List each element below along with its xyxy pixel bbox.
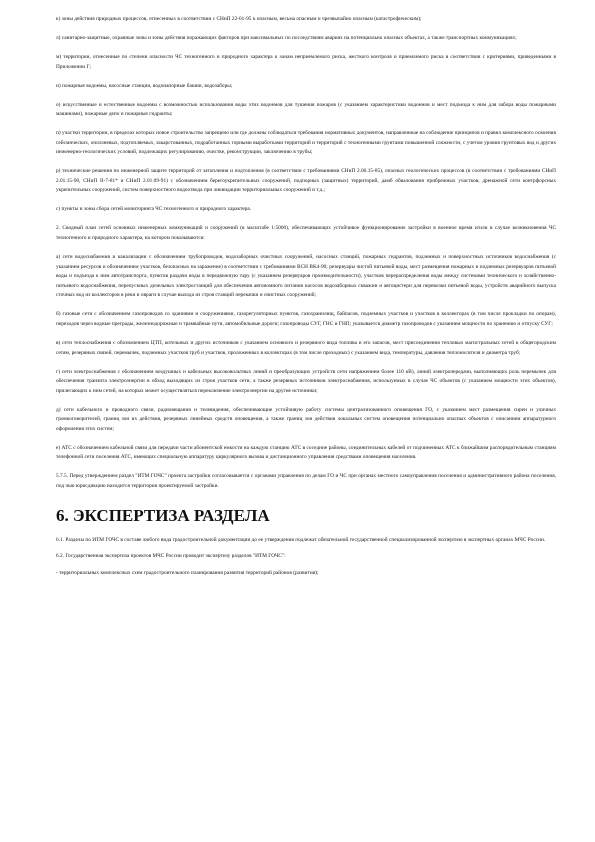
item-e-ats: е) АТС с обозначением кабельной связи для передачи части абонентской емкости на каждую станцию АТС в соседние районы, соединительных кабелей от подчиненных АТС к ближайшим распорядительным станциям телефонной сети поселения АТС, имеющих специальную аппаратуру циркулярного вызова и дистанционного управления средствами оповещения населения.: [56, 444, 556, 461]
item-m: м) территории, отнесенные по степени опасности ЧС техногенного и природного характера к зонам неприемлемого риска, жесткого контроля и приемлемого риска в соответствии с критериями, приведенными в Приложении Г;: [56, 53, 556, 70]
list-item-territorial-schemes: - территориальных комплексных схем градостроительного планирования развития территорий районов (развития);: [56, 569, 319, 576]
item-d-comms: д) сети кабельного и проводного связи, радиовещания и телевидения, обеспечивающие устойчивую работу системы централизованного оповещения ГО, с указанием мест размещения сирен и уличных громкоговорителей, границ зон их действия, резервных линейных средств оповещения, а также границ зон действия локальных систем оповещения потенциально опасных объектов с описанием аппаратурного оформления этих систем;: [56, 406, 556, 432]
item-s: с) пункты и зоны сбора сетей мониторинга ЧС техногенного и природного характера.: [56, 206, 252, 213]
item-a-water: а) сети водоснабжения и канализации с обозначением трубопроводов, водозаборных очистных сооружений, насосных станций, пожарных гидрантов, подземных и поверхностных источников водоснабжения (с указанием ресурсов и обозначением участков, безопасных на заражение) в соответствии с требованиями ВСН ВК4-90; резервуары чистой питьевой воды, мест размещения пожарных и подземных резервуаров питьевой воды и подъезда к ним автотранспорта, пунктов раздачи воды в передвижную тару (с указанием резервуаров производительности), участков перераспределения воды между системами технического и хозяйственно-питьевого водоснабжения, перепускных дизельных электростанций для обеспечения автономного питания насосов водозаборных скважин и автоцистерн для перевозки питьевой воды, устройств аварийного выпуска сточных вод из коллекторов в реки и овраги в случае выхода из строя станций перекачки и очистных сооружений;: [56, 254, 556, 299]
item-b-gas: б) газовые сети с обозначением газопроводов со зданиями и сооружениями, газорегуляторных пунктов, газохранилищ, байпасов, подземных участков и участков в коллекторах (в том числе прокладки по опорам), переходов через водные преграды, железнодорожные и трамвайные пути, автомобильные дороги; газопроводы СУГ, ГНС и ГНП; указывается диаметр газопроводов с указанием мощности по хранению и отпуску СУГ;: [56, 311, 556, 327]
document-page: [56, 15, 556, 585]
item-v-heat: в) сети теплоснабжения с обозначением ЦТП, котельных и других источников с указанием основного и резервного вида топлива и его запасов, мест присоединения тепловых магистральных сетей к общегородским сетям, резервных связей, перемычек, подземных участков труб и участков, проложенных в коллекторах (в том числе проходных) с указанием вида, температуры, давления теплоносителя и диаметра труб;: [56, 339, 556, 356]
section-heading: 6. ЭКСПЕРТИЗА РАЗДЕЛА: [56, 505, 270, 525]
clause-5-7-5: 5.7.5. Перед утверждением раздел "ИТМ ГОЧС" проекта застройки согласовывается с органами управления по делам ГО и ЧС при органах местного самоуправления поселения и административного района поселения, под чью юрисдикцию находится территория проектируемой застройки.: [56, 473, 556, 490]
section-2-intro: 2. Сводный план сетей основных инженерных коммуникаций и сооружений (в масштабе 1:5000), обеспечивающих устойчивое функционирование застройки в военное время и/или в случае возникновения ЧС техногенного и природного характера, на котором показываются:: [56, 225, 556, 242]
item-o: о) искусственные и естественные водоемы с возможностью использования воды этих водоемов для тушения пожаров (с указанием характеристики водоемов и мест подъезда к ним для забора воды пожарными машинами), пожарные депо и пожарные гидранты;: [56, 101, 556, 118]
item-n: н) пожарные водоемы, насосные станции, водонапорные башни, водозаборы;: [56, 82, 233, 89]
item-k: к) зоны действия природных процессов, отнесенных в соответствии с СНиП 22-01-95 к опасным, весьма опасным и чрезвычайно опасным (катастрофическим);: [56, 16, 422, 22]
item-r: р) технические решения по инженерной защите территорий от затопления и подтопления (в соответствии с требованиями СНиП 2.06.15-85), опасных геологических процессов (в соответствии с требованиями СНиП 2.01.15-90, СНиП II-7-81* и СНиП 2.01.09-91) с обозначением берегоукрепительных сооружений, подпорных (защитных) территорий, дамб обвалования прибрежных участков, дренажной сети контрфорсных укрепительных сооружений, систем поверхностного водоотвода при ликвидации территориальных сооружений и т.д.;: [56, 168, 556, 194]
clause-6-1: 6.1. Разделы по ИТМ ГОЧС в составе любого вида градостроительной документации до ее утверждения подлежат обязательной государственной специализированной экспертизе в экспертных органах МЧС России.: [56, 536, 546, 543]
item-p: п) участки территории, в пределах которых новое строительство запрещено или где должны соблюдаться требования нормативных документов, направленные на соблюдение принципов и правил комплексного освоения сейсмических, оползневых, подтопляемых, закарстованных, подработанных горными выработками территорий и территорий с техногенными грунтами повышенной сложности, с учетом уровня грунтовых вод и других инженерно-геологических условий, подлежащих регулированию, очистке, реконструкции, заключению в трубы;: [56, 130, 556, 156]
item-g-power: г) сети электроснабжения с обозначением воздушных и кабельных высоковольтных линий и преобразующих устройств сети напряжением более 110 кВ), линий электропередачи, выполняющих роль перемычек для обеспечения транзита электроэнергии в обход выходящих из строя участков сети, а также резервных источников электроснабжения, используемых в случае ЧС объектов (с указанием мощности этих объектов), прилегающих к ним сетей, на которых может осуществляться переключение электроэнергии на другие источники;: [56, 368, 556, 394]
item-l: л) санитарно-защитные, охранные зоны и зоны действия поражающих факторов при максимальных по последствиям авариях на потенциально опасных объектах, а также транспортных коммуникациях;: [56, 34, 517, 41]
clause-6-2: 6.2. Государственная экспертиза проектов МЧС России проводит экспертизу разделов "ИТМ ГОЧС":: [56, 553, 286, 560]
